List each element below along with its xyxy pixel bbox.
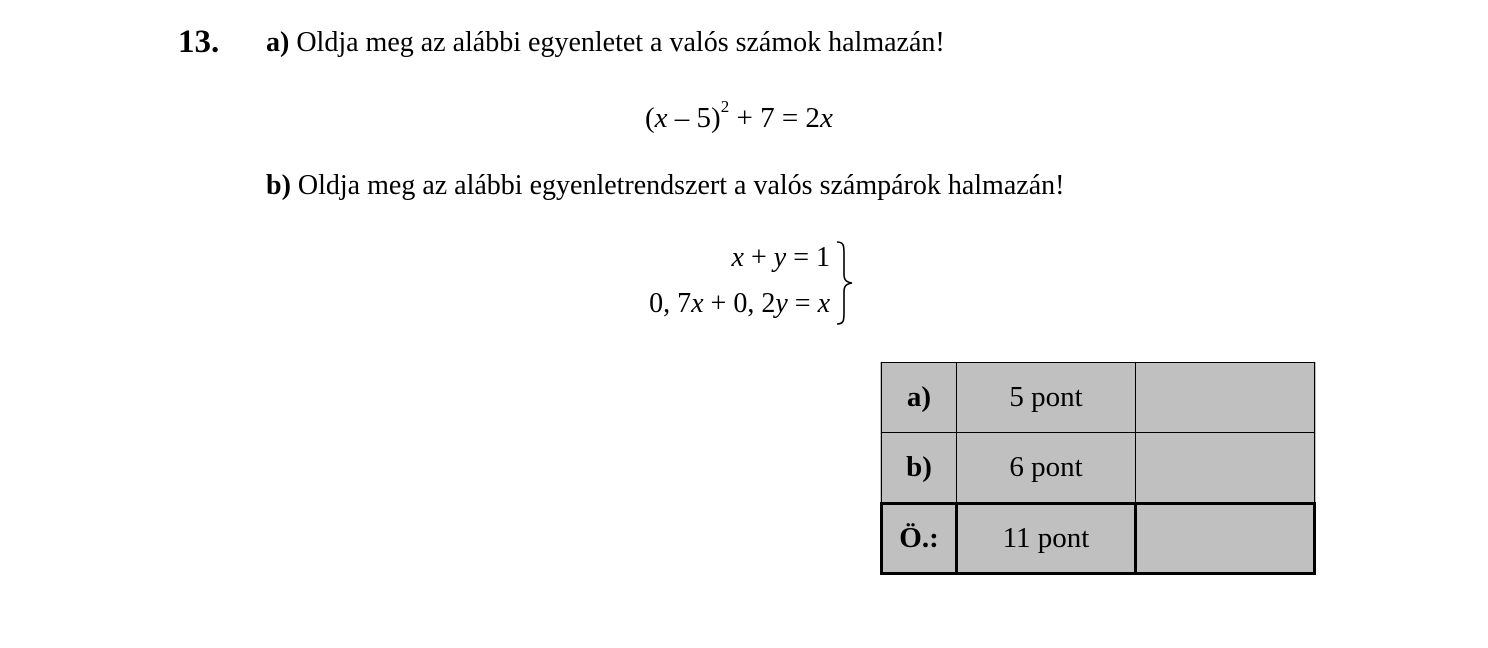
task-b-label: b): [266, 170, 291, 201]
system-equation-2: [649, 286, 830, 322]
system-1-plus: +: [743, 242, 774, 273]
score-row-a: [882, 363, 1315, 433]
task-b-text: Oldja meg az alábbi egyenletrendszert a valós számpárok halmazán!: [297, 170, 1065, 201]
score-row-points: 5 pont: [957, 363, 1136, 433]
system-1-var-y: y: [773, 242, 787, 273]
system-2-coef-y: + 0, 2: [703, 288, 776, 319]
score-row-achieved[interactable]: [1136, 504, 1315, 574]
equation-a-var-x-rhs: x: [819, 102, 833, 134]
system-1-rhs: = 1: [786, 242, 830, 273]
system-2-var-x: x: [691, 288, 704, 319]
right-brace-icon: [834, 238, 856, 328]
equation-a-middle: – 5): [667, 102, 721, 134]
equation-a-rest: + 7 = 2: [729, 102, 820, 134]
score-row-label: b): [882, 433, 957, 504]
equation-a: [645, 98, 833, 138]
system-2-equals: =: [787, 288, 818, 319]
score-table: [880, 362, 1316, 575]
equation-a-open: (: [645, 102, 655, 134]
task-b-instruction: [266, 168, 1064, 204]
system-1-var-x: x: [731, 242, 744, 273]
system-2-coef-x: 0, 7: [649, 288, 692, 319]
system-2-rhs-var-x: x: [817, 288, 830, 319]
score-row-label: Ö.:: [882, 504, 957, 574]
system-equation-1: [732, 240, 830, 276]
system-2-var-y: y: [775, 288, 788, 319]
task-a-text: Oldja meg az alábbi egyenletet a valós számok halmazán!: [296, 27, 945, 58]
score-row-b: [882, 433, 1315, 504]
task-a-instruction: [266, 25, 945, 61]
score-row-total: [882, 504, 1315, 574]
task-a-label: a): [266, 27, 290, 58]
equation-a-exponent: 2: [720, 97, 730, 117]
equation-a-var-x: x: [654, 102, 668, 134]
score-row-achieved[interactable]: [1136, 363, 1315, 433]
score-row-points: 6 pont: [957, 433, 1136, 504]
score-row-points: 11 pont: [957, 504, 1136, 574]
score-row-achieved[interactable]: [1136, 433, 1315, 504]
score-row-label: a): [882, 363, 957, 433]
problem-number: 13.: [178, 24, 220, 60]
